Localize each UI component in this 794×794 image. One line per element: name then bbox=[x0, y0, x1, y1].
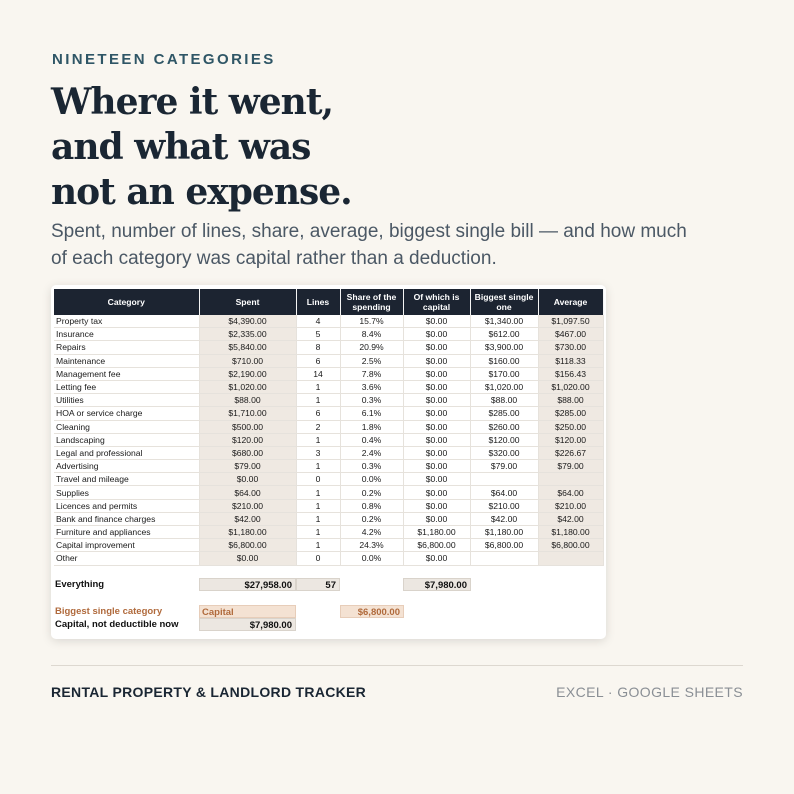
value-cell[interactable]: $6,800.00 bbox=[538, 539, 603, 552]
table-row bbox=[54, 526, 603, 539]
product-name: RENTAL PROPERTY & LANDLORD TRACKER bbox=[51, 684, 367, 700]
value-cell[interactable]: 3.6% bbox=[340, 380, 403, 393]
category-cell[interactable]: Advertising bbox=[54, 460, 199, 473]
value-cell[interactable]: 1 bbox=[296, 486, 340, 499]
value-cell[interactable]: $6,800.00 bbox=[199, 539, 296, 552]
value-cell[interactable]: $2,335.00 bbox=[199, 328, 296, 341]
value-cell[interactable]: $1,180.00 bbox=[538, 526, 603, 539]
category-cell[interactable]: Maintenance bbox=[54, 354, 199, 367]
value-cell[interactable]: 2.5% bbox=[340, 354, 403, 367]
value-cell[interactable]: 5 bbox=[296, 328, 340, 341]
value-cell[interactable]: 2 bbox=[296, 420, 340, 433]
value-cell[interactable]: 20.9% bbox=[340, 341, 403, 354]
value-cell[interactable]: 0.3% bbox=[340, 394, 403, 407]
table-row bbox=[54, 315, 603, 328]
col-header-category[interactable]: Category bbox=[54, 289, 199, 315]
table-body bbox=[54, 315, 603, 565]
everything-spent-cell[interactable]: $27,958.00 bbox=[199, 578, 296, 591]
value-cell[interactable]: 6 bbox=[296, 354, 340, 367]
value-cell[interactable]: $88.00 bbox=[538, 394, 603, 407]
category-cell[interactable]: Property tax bbox=[54, 315, 199, 328]
value-cell[interactable]: $0.00 bbox=[403, 367, 470, 380]
value-cell[interactable]: $226.67 bbox=[538, 446, 603, 459]
value-cell[interactable]: 14 bbox=[296, 367, 340, 380]
table-row bbox=[54, 407, 603, 420]
category-cell[interactable]: Supplies bbox=[54, 486, 199, 499]
capital-not-deductible-cell[interactable]: $7,980.00 bbox=[199, 618, 296, 631]
table-row bbox=[54, 394, 603, 407]
value-cell[interactable]: $2,190.00 bbox=[199, 367, 296, 380]
value-cell[interactable]: $1,710.00 bbox=[199, 407, 296, 420]
category-cell[interactable]: Repairs bbox=[54, 341, 199, 354]
value-cell[interactable]: $160.00 bbox=[470, 354, 538, 367]
eyebrow-label: NINETEEN CATEGORIES bbox=[52, 51, 276, 68]
value-cell[interactable]: $0.00 bbox=[403, 512, 470, 525]
value-cell[interactable]: $79.00 bbox=[470, 460, 538, 473]
value-cell[interactable]: $320.00 bbox=[470, 446, 538, 459]
category-cell[interactable]: Letting fee bbox=[54, 380, 199, 393]
value-cell[interactable]: 1 bbox=[296, 380, 340, 393]
table-row bbox=[54, 512, 603, 525]
category-cell[interactable]: Bank and finance charges bbox=[54, 512, 199, 525]
category-cell[interactable]: Furniture and appliances bbox=[54, 526, 199, 539]
value-cell[interactable]: $1,020.00 bbox=[199, 380, 296, 393]
value-cell[interactable]: $0.00 bbox=[403, 380, 470, 393]
category-cell[interactable]: Landscaping bbox=[54, 433, 199, 446]
category-cell[interactable]: Insurance bbox=[54, 328, 199, 341]
value-cell[interactable]: 4.2% bbox=[340, 526, 403, 539]
value-cell[interactable]: $0.00 bbox=[403, 460, 470, 473]
everything-label: Everything bbox=[55, 579, 105, 590]
value-cell[interactable]: 1 bbox=[296, 512, 340, 525]
table-row bbox=[54, 433, 603, 446]
value-cell[interactable]: $1,180.00 bbox=[403, 526, 470, 539]
value-cell[interactable]: $0.00 bbox=[403, 446, 470, 459]
value-cell[interactable]: 0.4% bbox=[340, 433, 403, 446]
value-cell[interactable]: 1 bbox=[296, 539, 340, 552]
value-cell[interactable]: $0.00 bbox=[403, 354, 470, 367]
value-cell[interactable]: 0.0% bbox=[340, 473, 403, 486]
biggest-category-name-cell[interactable]: Capital bbox=[199, 605, 296, 618]
value-cell[interactable]: 1 bbox=[296, 460, 340, 473]
value-cell[interactable]: 0.2% bbox=[340, 486, 403, 499]
value-cell[interactable]: 1 bbox=[296, 433, 340, 446]
value-cell[interactable]: $5,840.00 bbox=[199, 341, 296, 354]
value-cell[interactable]: $0.00 bbox=[403, 394, 470, 407]
table-row bbox=[54, 420, 603, 433]
value-cell[interactable]: 1 bbox=[296, 499, 340, 512]
value-cell[interactable]: $0.00 bbox=[403, 552, 470, 565]
everything-capital-cell[interactable]: $7,980.00 bbox=[403, 578, 471, 591]
category-cell[interactable]: Cleaning bbox=[54, 420, 199, 433]
value-cell[interactable]: $42.00 bbox=[538, 512, 603, 525]
value-cell[interactable]: 3 bbox=[296, 446, 340, 459]
value-cell[interactable]: $64.00 bbox=[538, 486, 603, 499]
headline-line-2: and what was bbox=[51, 126, 311, 168]
value-cell[interactable]: $64.00 bbox=[199, 486, 296, 499]
subtitle: Spent, number of lines, share, average, biggest single bill — and how much of each category was capital rather than a deduction. bbox=[51, 221, 687, 269]
value-cell[interactable]: 15.7% bbox=[340, 315, 403, 328]
biggest-category-label: Biggest single category bbox=[55, 606, 163, 617]
value-cell[interactable]: $6,800.00 bbox=[403, 539, 470, 552]
value-cell[interactable]: $1,180.00 bbox=[470, 526, 538, 539]
value-cell[interactable]: $500.00 bbox=[199, 420, 296, 433]
table-row bbox=[54, 367, 603, 380]
value-cell[interactable]: $730.00 bbox=[538, 341, 603, 354]
value-cell[interactable]: 1 bbox=[296, 526, 340, 539]
value-cell[interactable] bbox=[470, 552, 538, 565]
value-cell[interactable]: $285.00 bbox=[470, 407, 538, 420]
value-cell[interactable]: 24.3% bbox=[340, 539, 403, 552]
value-cell[interactable]: $1,340.00 bbox=[470, 315, 538, 328]
table-header-row bbox=[54, 289, 603, 315]
category-cell[interactable]: Licences and permits bbox=[54, 499, 199, 512]
value-cell[interactable] bbox=[538, 552, 603, 565]
value-cell[interactable]: $0.00 bbox=[403, 407, 470, 420]
value-cell[interactable]: $210.00 bbox=[470, 499, 538, 512]
table-row bbox=[54, 341, 603, 354]
footer-divider bbox=[51, 665, 743, 666]
value-cell[interactable]: $260.00 bbox=[470, 420, 538, 433]
value-cell[interactable]: 0 bbox=[296, 552, 340, 565]
col-header-spent[interactable]: Spent bbox=[199, 289, 296, 315]
value-cell[interactable]: $0.00 bbox=[403, 433, 470, 446]
value-cell[interactable] bbox=[470, 473, 538, 486]
table-row bbox=[54, 328, 603, 341]
table-row bbox=[54, 473, 603, 486]
value-cell[interactable]: $156.43 bbox=[538, 367, 603, 380]
value-cell[interactable]: $88.00 bbox=[199, 394, 296, 407]
value-cell[interactable]: $210.00 bbox=[199, 499, 296, 512]
table-row bbox=[54, 552, 603, 565]
value-cell[interactable] bbox=[538, 473, 603, 486]
value-cell[interactable]: $79.00 bbox=[199, 460, 296, 473]
value-cell[interactable]: $680.00 bbox=[199, 446, 296, 459]
category-cell[interactable]: Legal and professional bbox=[54, 446, 199, 459]
table-row bbox=[54, 539, 603, 552]
headline-line-3: not an expense. bbox=[51, 171, 352, 213]
value-cell[interactable]: $42.00 bbox=[199, 512, 296, 525]
value-cell[interactable]: $0.00 bbox=[403, 473, 470, 486]
value-cell[interactable]: $710.00 bbox=[199, 354, 296, 367]
category-cell[interactable]: HOA or service charge bbox=[54, 407, 199, 420]
value-cell[interactable]: $3,900.00 bbox=[470, 341, 538, 354]
value-cell[interactable]: $170.00 bbox=[470, 367, 538, 380]
value-cell[interactable]: $120.00 bbox=[199, 433, 296, 446]
value-cell[interactable]: 0.0% bbox=[340, 552, 403, 565]
value-cell[interactable]: $285.00 bbox=[538, 407, 603, 420]
value-cell[interactable]: $120.00 bbox=[538, 433, 603, 446]
value-cell[interactable]: 1 bbox=[296, 394, 340, 407]
category-cell[interactable]: Travel and mileage bbox=[54, 473, 199, 486]
category-cell[interactable]: Management fee bbox=[54, 367, 199, 380]
value-cell[interactable]: 6 bbox=[296, 407, 340, 420]
value-cell[interactable]: 4 bbox=[296, 315, 340, 328]
category-cell[interactable]: Utilities bbox=[54, 394, 199, 407]
value-cell[interactable]: 8 bbox=[296, 341, 340, 354]
value-cell[interactable]: $250.00 bbox=[538, 420, 603, 433]
value-cell[interactable]: 0.2% bbox=[340, 512, 403, 525]
value-cell[interactable]: $1,180.00 bbox=[199, 526, 296, 539]
value-cell[interactable]: 0.8% bbox=[340, 499, 403, 512]
value-cell[interactable]: 8.4% bbox=[340, 328, 403, 341]
table-row bbox=[54, 446, 603, 459]
value-cell[interactable]: 6.1% bbox=[340, 407, 403, 420]
col-header-biggest[interactable]: Biggest single one bbox=[470, 289, 538, 315]
value-cell[interactable]: $0.00 bbox=[403, 341, 470, 354]
value-cell[interactable]: $612.00 bbox=[470, 328, 538, 341]
platforms-label: EXCEL · GOOGLE SHEETS bbox=[556, 684, 743, 700]
value-cell[interactable]: $88.00 bbox=[470, 394, 538, 407]
col-header-lines[interactable]: Lines bbox=[296, 289, 340, 315]
headline bbox=[51, 80, 352, 215]
value-cell[interactable]: $0.00 bbox=[403, 420, 470, 433]
value-cell[interactable]: $0.00 bbox=[403, 499, 470, 512]
value-cell[interactable]: $467.00 bbox=[538, 328, 603, 341]
value-cell[interactable]: $6,800.00 bbox=[470, 539, 538, 552]
value-cell[interactable]: $79.00 bbox=[538, 460, 603, 473]
table-row bbox=[54, 499, 603, 512]
value-cell[interactable]: $1,020.00 bbox=[470, 380, 538, 393]
spreadsheet-card bbox=[51, 285, 606, 639]
biggest-category-value-cell[interactable]: $6,800.00 bbox=[340, 605, 404, 618]
value-cell[interactable]: $120.00 bbox=[470, 433, 538, 446]
category-cell[interactable]: Other bbox=[54, 552, 199, 565]
value-cell[interactable]: 2.4% bbox=[340, 446, 403, 459]
value-cell[interactable]: $0.00 bbox=[199, 473, 296, 486]
value-cell[interactable]: 0.3% bbox=[340, 460, 403, 473]
category-table bbox=[54, 289, 604, 566]
col-header-average[interactable]: Average bbox=[538, 289, 603, 315]
category-cell[interactable]: Capital improvement bbox=[54, 539, 199, 552]
everything-lines-cell[interactable]: 57 bbox=[296, 578, 340, 591]
value-cell[interactable]: $1,020.00 bbox=[538, 380, 603, 393]
value-cell[interactable]: $0.00 bbox=[403, 315, 470, 328]
value-cell[interactable]: $42.00 bbox=[470, 512, 538, 525]
value-cell[interactable]: 0 bbox=[296, 473, 340, 486]
value-cell[interactable]: $0.00 bbox=[199, 552, 296, 565]
value-cell[interactable]: 1.8% bbox=[340, 420, 403, 433]
table-row bbox=[54, 380, 603, 393]
value-cell[interactable]: $0.00 bbox=[403, 328, 470, 341]
headline-line-1: Where it went, bbox=[51, 81, 333, 123]
col-header-capital[interactable]: Of which is capital bbox=[403, 289, 470, 315]
value-cell[interactable]: $210.00 bbox=[538, 499, 603, 512]
value-cell[interactable]: $64.00 bbox=[470, 486, 538, 499]
table-row bbox=[54, 486, 603, 499]
value-cell[interactable]: $118.33 bbox=[538, 354, 603, 367]
value-cell[interactable]: $1,097.50 bbox=[538, 315, 603, 328]
table-row bbox=[54, 354, 603, 367]
value-cell[interactable]: $0.00 bbox=[403, 486, 470, 499]
capital-not-deductible-label: Capital, not deductible now bbox=[55, 619, 179, 630]
table-row bbox=[54, 460, 603, 473]
col-header-share[interactable]: Share of the spending bbox=[340, 289, 403, 315]
value-cell[interactable]: $4,390.00 bbox=[199, 315, 296, 328]
value-cell[interactable]: 7.8% bbox=[340, 367, 403, 380]
